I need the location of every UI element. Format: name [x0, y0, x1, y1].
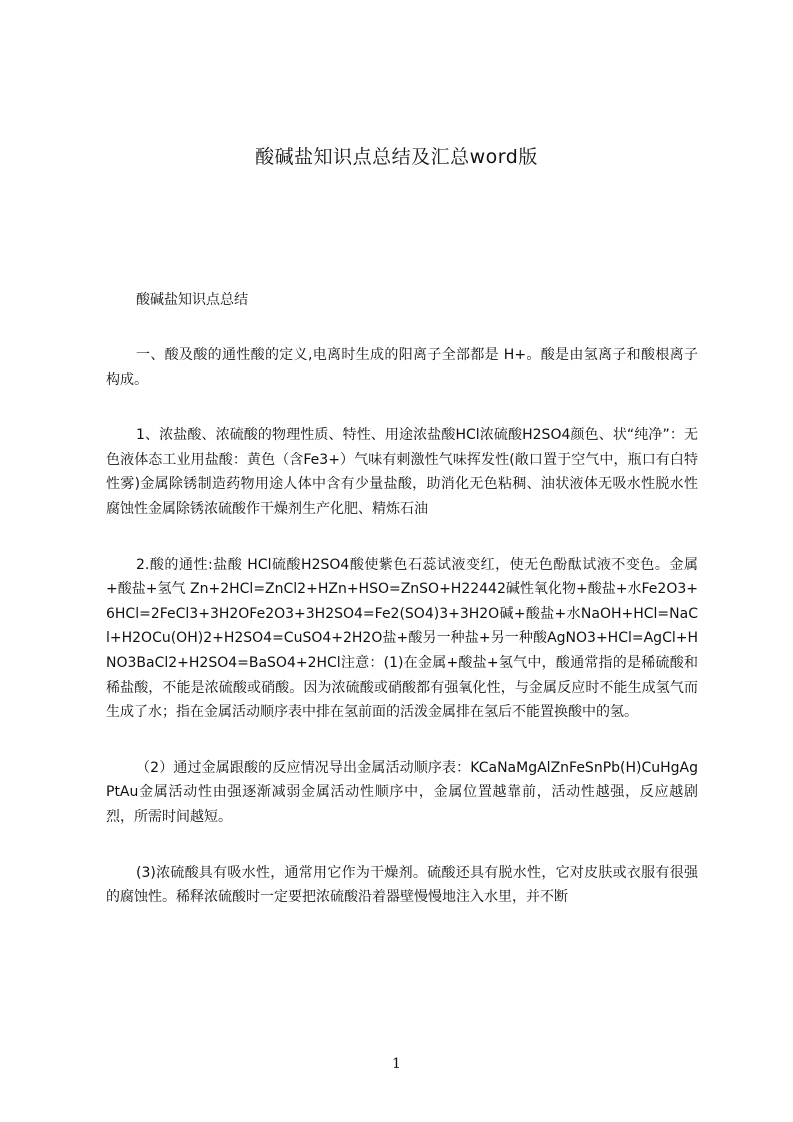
paragraph-acid-definition: 一、酸及酸的通性酸的定义,电离时生成的阳离子全部都是 H+。酸是由氢离子和酸根离子构成。 [106, 347, 698, 388]
paragraph-activity-series: （2）通过金属跟酸的反应情况导出金属活动顺序表：KCaNaMgAlZnFeSnPb(H)CuHgAgPtAu金属活动性由强逐渐减弱金属活动性顺序中，金属位置越靠前，活动性越强，反应越剧烈，所需时间越短。 [106, 759, 698, 825]
paragraph-concentrated-acids: 1、浓盐酸、浓硫酸的物理性质、特性、用途浓盐酸HCl浓硫酸H2SO4颜色、状“纯净”：无色液体态工业用盐酸：黄色（含Fe3+）气味有刺激性气味挥发性(敞口置于空气中，瓶口有白特性雾)金属除锈制造药物用途人体中含有少量盐酸，助消化无色粘稠、油状液体无吸水性脱水性腐蚀性金属除锈浓硫酸作干燥剂生产化肥、精炼石油 [106, 427, 698, 517]
page-number: 1 [392, 1056, 401, 1072]
section-subheading: 酸碱盐知识点总结 [136, 292, 248, 308]
document-title: 酸碱盐知识点总结及汇总word版 [255, 146, 538, 168]
paragraph-sulfuric-acid: (3)浓硫酸具有吸水性，通常用它作为干燥剂。硫酸还具有脱水性，它对皮肤或衣服有很强的腐蚀性。稀释浓硫酸时一定要把浓硫酸沿着器壁慢慢地注入水里，并不断 [106, 864, 698, 906]
paragraph-acid-properties: 2.酸的通性:盐酸 HCl硫酸H2SO4酸使紫色石蕊试液变红，使无色酚酞试液不变色。金属+酸盐+氢气 Zn+2HCl=ZnCl2+HZn+HSO=ZnSO+H22442碱性氧化物+酸盐+水Fe2O3+6HCl=2FeCl3+3H2OFe2O3+3H2SO4=Fe2(SO4)3+3H2O碱+酸盐+水NaOH+HCl=NaCl+H2OCu(OH)2+H2SO4=CuSO4+2H2O盐+酸另一种盐+另一种酸AgNO3+HCl=AgCl+HNO3BaCl2+H2SO4=BaSO4+2HCl注意：(1)在金属+酸盐+氢气中，酸通常指的是稀硫酸和稀盐酸，不能是浓硫酸或硝酸。因为浓硫酸或硝酸都有强氧化性，与金属反应时不能生成氢气而生成了水；指在金属活动顺序表中排在氢前面的活泼金属排在氢后不能置换酸中的氢。 [106, 556, 698, 721]
document-body [106, 288, 698, 941]
